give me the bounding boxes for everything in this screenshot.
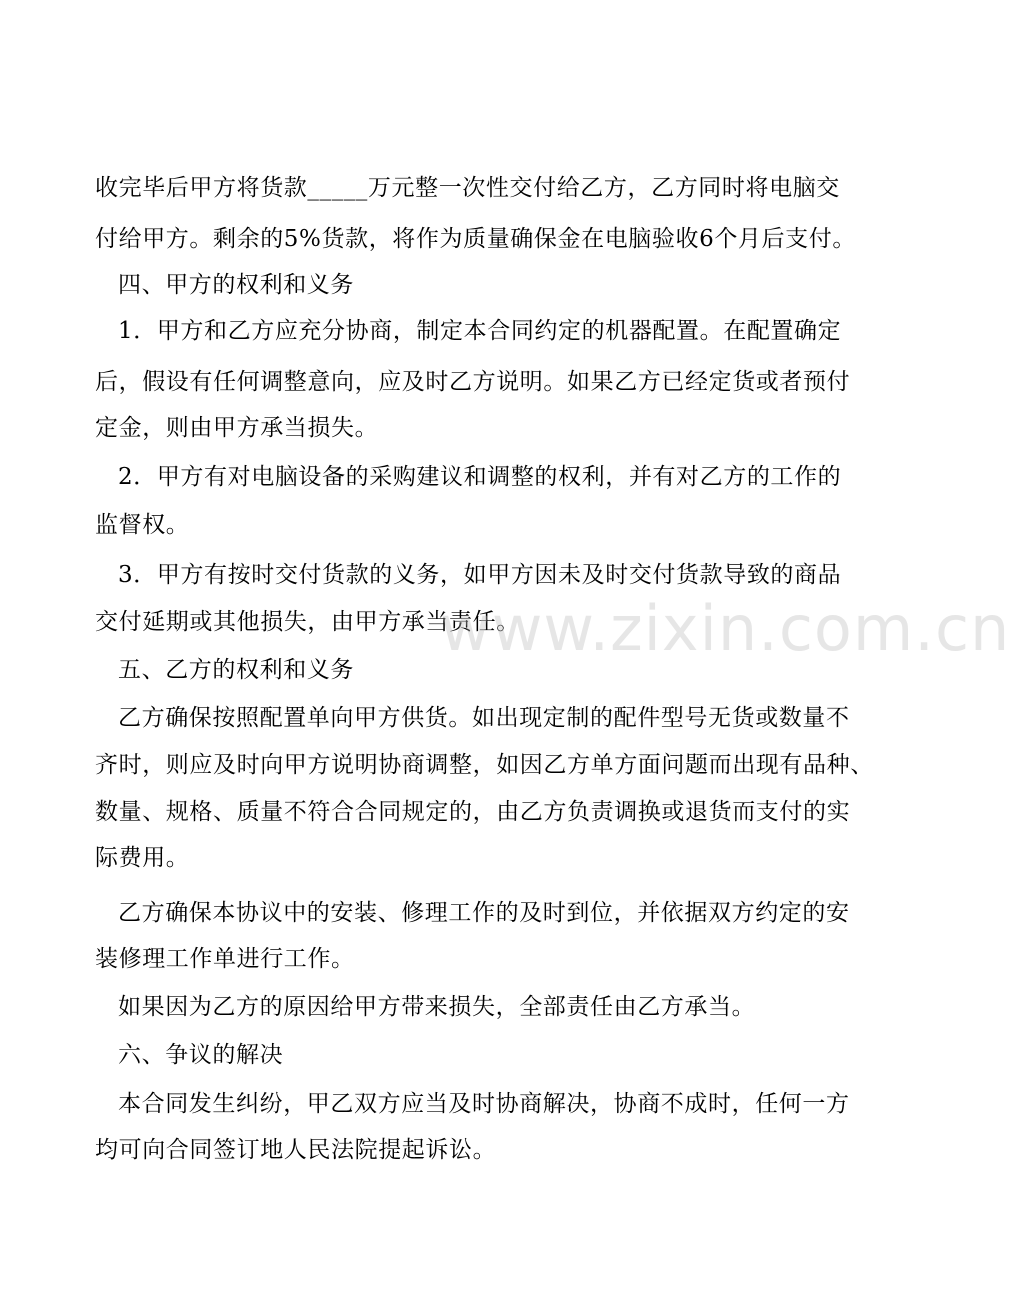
text-line: 监督权。 bbox=[95, 512, 190, 538]
text-line: 付给甲方。剩余的5%货款，将作为质量确保金在电脑验收6个月后支付。 bbox=[95, 226, 856, 252]
text-line: 装修理工作单进行工作。 bbox=[95, 946, 355, 972]
text-line: 3．甲方有按时交付货款的义务，如甲方因未及时交付货款导致的商品 bbox=[118, 562, 842, 588]
section-heading: 六、争议的解决 bbox=[118, 1042, 284, 1068]
text-line: 如果因为乙方的原因给甲方带来损失，全部责任由乙方承当。 bbox=[118, 994, 756, 1020]
text-line: 1．甲方和乙方应充分协商，制定本合同约定的机器配置。在配置确定 bbox=[118, 318, 842, 344]
text-line: 数量、规格、质量不符合合同规定的，由乙方负责调换或退货而支付的实 bbox=[95, 799, 851, 825]
text-line: 本合同发生纠纷，甲乙双方应当及时协商解决，协商不成时，任何一方 bbox=[118, 1091, 850, 1117]
text-line: 收完毕后甲方将货款_____万元整一次性交付给乙方，乙方同时将电脑交 bbox=[95, 175, 840, 201]
watermark: www.zixin.com.cn bbox=[440, 592, 1010, 665]
text-line: 际费用。 bbox=[95, 845, 190, 871]
text-line: 2．甲方有对电脑设备的采购建议和调整的权利，并有对乙方的工作的 bbox=[118, 464, 842, 490]
section-heading: 五、乙方的权利和义务 bbox=[118, 657, 354, 683]
text-line: 乙方确保按照配置单向甲方供货。如出现定制的配件型号无货或数量不 bbox=[118, 705, 850, 731]
text-line: 交付延期或其他损失，由甲方承当责任。 bbox=[95, 609, 520, 635]
text-line: 齐时，则应及时向甲方说明协商调整，如因乙方单方面问题而出现有品种、 bbox=[95, 752, 874, 778]
text-line: 乙方确保本协议中的安装、修理工作的及时到位，并依据双方约定的安 bbox=[118, 900, 850, 926]
text-line: 均可向合同签订地人民法院提起诉讼。 bbox=[95, 1137, 497, 1163]
text-line: 后，假设有任何调整意向，应及时乙方说明。如果乙方已经定货或者预付 bbox=[95, 369, 851, 395]
section-heading: 四、甲方的权利和义务 bbox=[118, 272, 354, 298]
text-line: 定金，则由甲方承当损失。 bbox=[95, 415, 379, 441]
